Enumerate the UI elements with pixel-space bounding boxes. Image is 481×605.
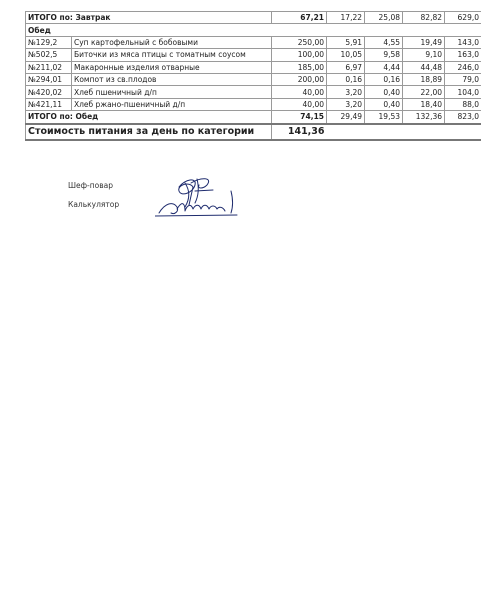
dish-proteins: 0,16 — [327, 73, 365, 85]
dish-fats: 0,40 — [365, 86, 403, 98]
dish-proteins: 5,91 — [327, 36, 365, 48]
lunch-total-fats: 19,53 — [365, 111, 403, 124]
dish-code: №129,2 — [26, 36, 72, 48]
dish-energy: 163,0 — [445, 49, 481, 61]
breakfast-total-energy: 629,0 — [445, 12, 481, 24]
category-cost-value: 141,36 — [272, 124, 327, 140]
dish-proteins: 3,20 — [327, 98, 365, 110]
dish-weight: 185,00 — [272, 61, 327, 73]
breakfast-total-proteins: 17,22 — [327, 12, 365, 24]
dish-weight: 40,00 — [272, 98, 327, 110]
breakfast-total-row — [26, 12, 481, 24]
lunch-total-row — [26, 111, 481, 124]
dish-proteins: 6,97 — [327, 61, 365, 73]
dish-carbs: 18,89 — [403, 73, 445, 85]
breakfast-total-carbs: 82,82 — [403, 12, 445, 24]
table-row — [26, 73, 481, 85]
dish-name: Макаронные изделия отварные — [72, 61, 272, 73]
dish-energy: 88,0 — [445, 98, 481, 110]
calculator-label: Калькулятор — [68, 200, 120, 209]
dish-carbs: 22,00 — [403, 86, 445, 98]
dish-fats: 0,16 — [365, 73, 403, 85]
table-row — [26, 61, 481, 73]
dish-code: №294,01 — [26, 73, 72, 85]
dish-code: №420,02 — [26, 86, 72, 98]
lunch-section-row — [26, 24, 481, 36]
dish-name: Биточки из мяса птицы с томатным соусом — [72, 49, 272, 61]
lunch-total-label: ИТОГО по: Обед — [26, 111, 272, 124]
handwritten-signature — [155, 173, 250, 218]
table-row — [26, 49, 481, 61]
dish-weight: 250,00 — [272, 36, 327, 48]
lunch-total-proteins: 29,49 — [327, 111, 365, 124]
table-row — [26, 86, 481, 98]
dish-code: №211,02 — [26, 61, 72, 73]
dish-code: №421,11 — [26, 98, 72, 110]
dish-energy: 143,0 — [445, 36, 481, 48]
category-cost-label: Стоимость питания за день по категории — [26, 124, 272, 140]
dish-carbs: 18,40 — [403, 98, 445, 110]
table-row — [26, 98, 481, 110]
dish-proteins: 3,20 — [327, 86, 365, 98]
dish-proteins: 10,05 — [327, 49, 365, 61]
lunch-total-carbs: 132,36 — [403, 111, 445, 124]
lunch-total-energy: 823,0 — [445, 111, 481, 124]
dish-name: Хлеб пшеничный д/п — [72, 86, 272, 98]
dish-name: Суп картофельный с бобовыми — [72, 36, 272, 48]
dish-fats: 4,55 — [365, 36, 403, 48]
dish-fats: 0,40 — [365, 98, 403, 110]
chef-label: Шеф-повар — [68, 181, 114, 190]
dish-name: Хлеб ржано-пшеничный д/п — [72, 98, 272, 110]
category-cost-empty — [327, 124, 481, 140]
dish-carbs: 9,10 — [403, 49, 445, 61]
dish-fats: 9,58 — [365, 49, 403, 61]
dish-weight: 100,00 — [272, 49, 327, 61]
dish-carbs: 44,48 — [403, 61, 445, 73]
lunch-total-cost: 74,15 — [272, 111, 327, 124]
breakfast-total-cost: 67,21 — [272, 12, 327, 24]
dish-code: №502,5 — [26, 49, 72, 61]
dish-fats: 4,44 — [365, 61, 403, 73]
table-row — [26, 36, 481, 48]
dish-energy: 246,0 — [445, 61, 481, 73]
breakfast-total-fats: 25,08 — [365, 12, 403, 24]
dish-name: Компот из св.плодов — [72, 73, 272, 85]
dish-carbs: 19,49 — [403, 36, 445, 48]
dish-weight: 200,00 — [272, 73, 327, 85]
category-cost-row — [26, 124, 481, 140]
breakfast-total-label: ИТОГО по: Завтрак — [26, 12, 272, 24]
nutrition-table — [25, 11, 481, 141]
dish-energy: 104,0 — [445, 86, 481, 98]
dish-weight: 40,00 — [272, 86, 327, 98]
lunch-section-label: Обед — [26, 24, 481, 36]
dish-energy: 79,0 — [445, 73, 481, 85]
